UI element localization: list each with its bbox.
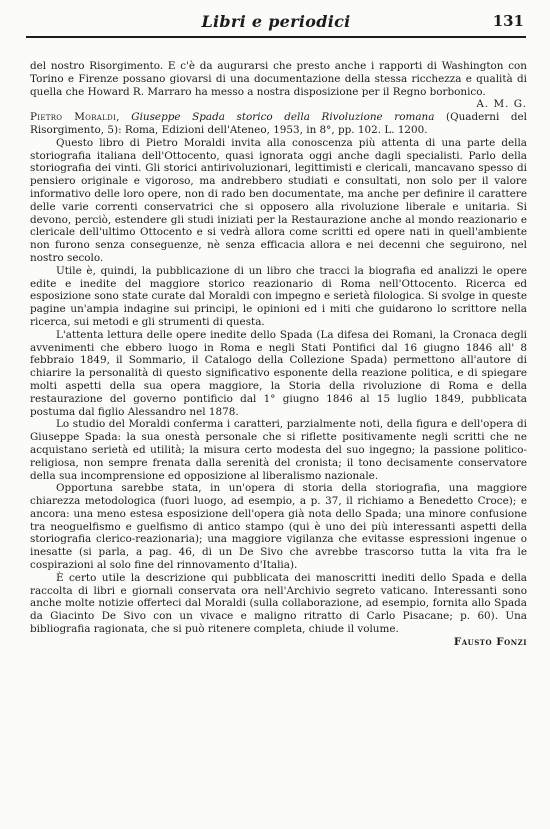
page-body bbox=[30, 60, 527, 649]
review-paragraph-2: Utile è, quindi, la pubblicazione di un libro che tracci la biografia ed analizzi le opere edite e inedite del maggiore storico reazionario di Roma nell'Ottocento. Ricerca ed esposizione sono state curate dal Moraldi con impegno e serietà filologica. Si svolge in queste pagine un'ampia indagine sui principi, le opinioni ed i miti che guidarono lo scrittore nella ricerca, sui metodi e gli strumenti di questa. bbox=[30, 264, 527, 328]
review-paragraph-3: L'attenta lettura delle opere inedite dello Spada (La difesa dei Romani, la Cronaca degli avvenimenti che ebbero luogo in Roma e negli Stati Pontifici dal 16 giugno 1846 all' 8 febbraio 1849, il Sommario, il Catalogo della Collezione Spada) permettono all'autore di chiarire la personalità di questo significativo esponente della reazione politica, e di spiegare molti aspetti della sua opera maggiore, la Storia della rivoluzione di Roma e della restaurazione del governo pontificio dal 1° giugno 1846 al 15 luglio 1849, pubblicata postuma dal figlio Alessandro nel 1878. bbox=[30, 328, 527, 418]
reference-details: (Quaderni del Risorgimento, 5): Roma, Edizioni dell'Ateneo, 1953, in 8°, pp. 102. L. 1200. bbox=[30, 111, 528, 136]
running-header bbox=[26, 10, 526, 38]
page-number: 131 bbox=[492, 12, 524, 30]
review-paragraph-4: Lo studio del Moraldi conferma i caratteri, parzialmente noti, della figura e dell'opera di Giuseppe Spada: la sua onestà personale che si riflette positivamente negli scritti che ne acquistano serietà ed utilità; la misura certo modesta del suo ingegno; la passione politico-religiosa, non sempre frenata dalla serenità del cronista; il tono decisamente conservatore della sua incomprensione ed opposizione al liberalismo nazionale. bbox=[30, 418, 527, 482]
review-paragraph-5: Opportuna sarebbe stata, in un'opera di storia della storiografia, una maggiore chiarezza metodologica (fuori luogo, ad esempio, a p. 37, il richiamo a Benedetto Croce); e ancora: una meno estesa esposizione dell'opera già nota dello Spada; una minore confusione tra neoguelfismo e guelfismo di antico stampo (qui è uno dei più interessanti aspetti della storiografia clerico-reazionaria); una maggiore vigilanza che evitasse espressioni ingenue o inesatte (si parla, a pag. 46, di un De Sivo che avrebbe trascorso tutta la vita fra le cospirazioni al solo fine del rinnovamento d'Italia). bbox=[30, 482, 527, 572]
reference-title: Giuseppe Spada storico della Rivoluzione romana bbox=[131, 111, 435, 124]
review-paragraph-1: Questo libro di Pietro Moraldi invita alla conoscenza più attenta di una parte della storiografia italiana dell'Ottocento, quasi ignorata oggi anche dagli specialisti. Parlo della storiografia dei vinti. Gli storici antirivoluzionari, legittimisti e clericali, mancavano spesso di pensiero originale e vigoroso, ma andrebbero studiati e consultati, non solo per il valore informativo delle loro opere, non di rado ben documentate, ma anche per definire il carattere delle varie correnti conservatrici che si opposero alla rivoluzione liberale e unitaria. Si devono, perciò, estendere gli studi iniziati per la Restaurazione anche al mondo reazionario e clericale dell'ultimo Ottocento e si vedrà allora come scritti ed opere nati in quell'ambiente non furono senza conseguenze, nè senza efficacia allora e nei decenni che seguirono, nel nostro secolo. bbox=[30, 136, 527, 264]
reference-author: Pietro Moraldi, bbox=[30, 111, 120, 124]
review-signature: Fausto Fonzi bbox=[453, 635, 527, 648]
header-title: Libri e periodici bbox=[201, 12, 351, 31]
review-paragraph-6: È certo utile la descrizione qui pubblicata dei manoscritti inediti dello Spada e della raccolta di libri e giornali conservata ora nell'Archivio segreto vaticano. Interessanti sono anche molte notizie offerteci dal Moraldi (sulla collaborazione, ad esempio, fornita allo Spada da Giacinto De Sivo con un vivace e maligno ritratto di Carlo Pisacane; p. 60). Una bibliografia ragionata, che si può ritenere completa, chiude il volume. bbox=[30, 571, 527, 636]
bibliographic-reference bbox=[30, 111, 527, 137]
intro-paragraph: del nostro Risorgimento. E c'è da augurarsi che presto anche i rapporti di Washington con Torino e Firenze possano giovarsi di una documentazione della stessa ricchezza e qualità di quella che Howard R. Marraro ha messo a nostra disposizione per il Regno borbonico. bbox=[30, 60, 527, 98]
intro-signature: A. M. G. bbox=[476, 98, 527, 111]
